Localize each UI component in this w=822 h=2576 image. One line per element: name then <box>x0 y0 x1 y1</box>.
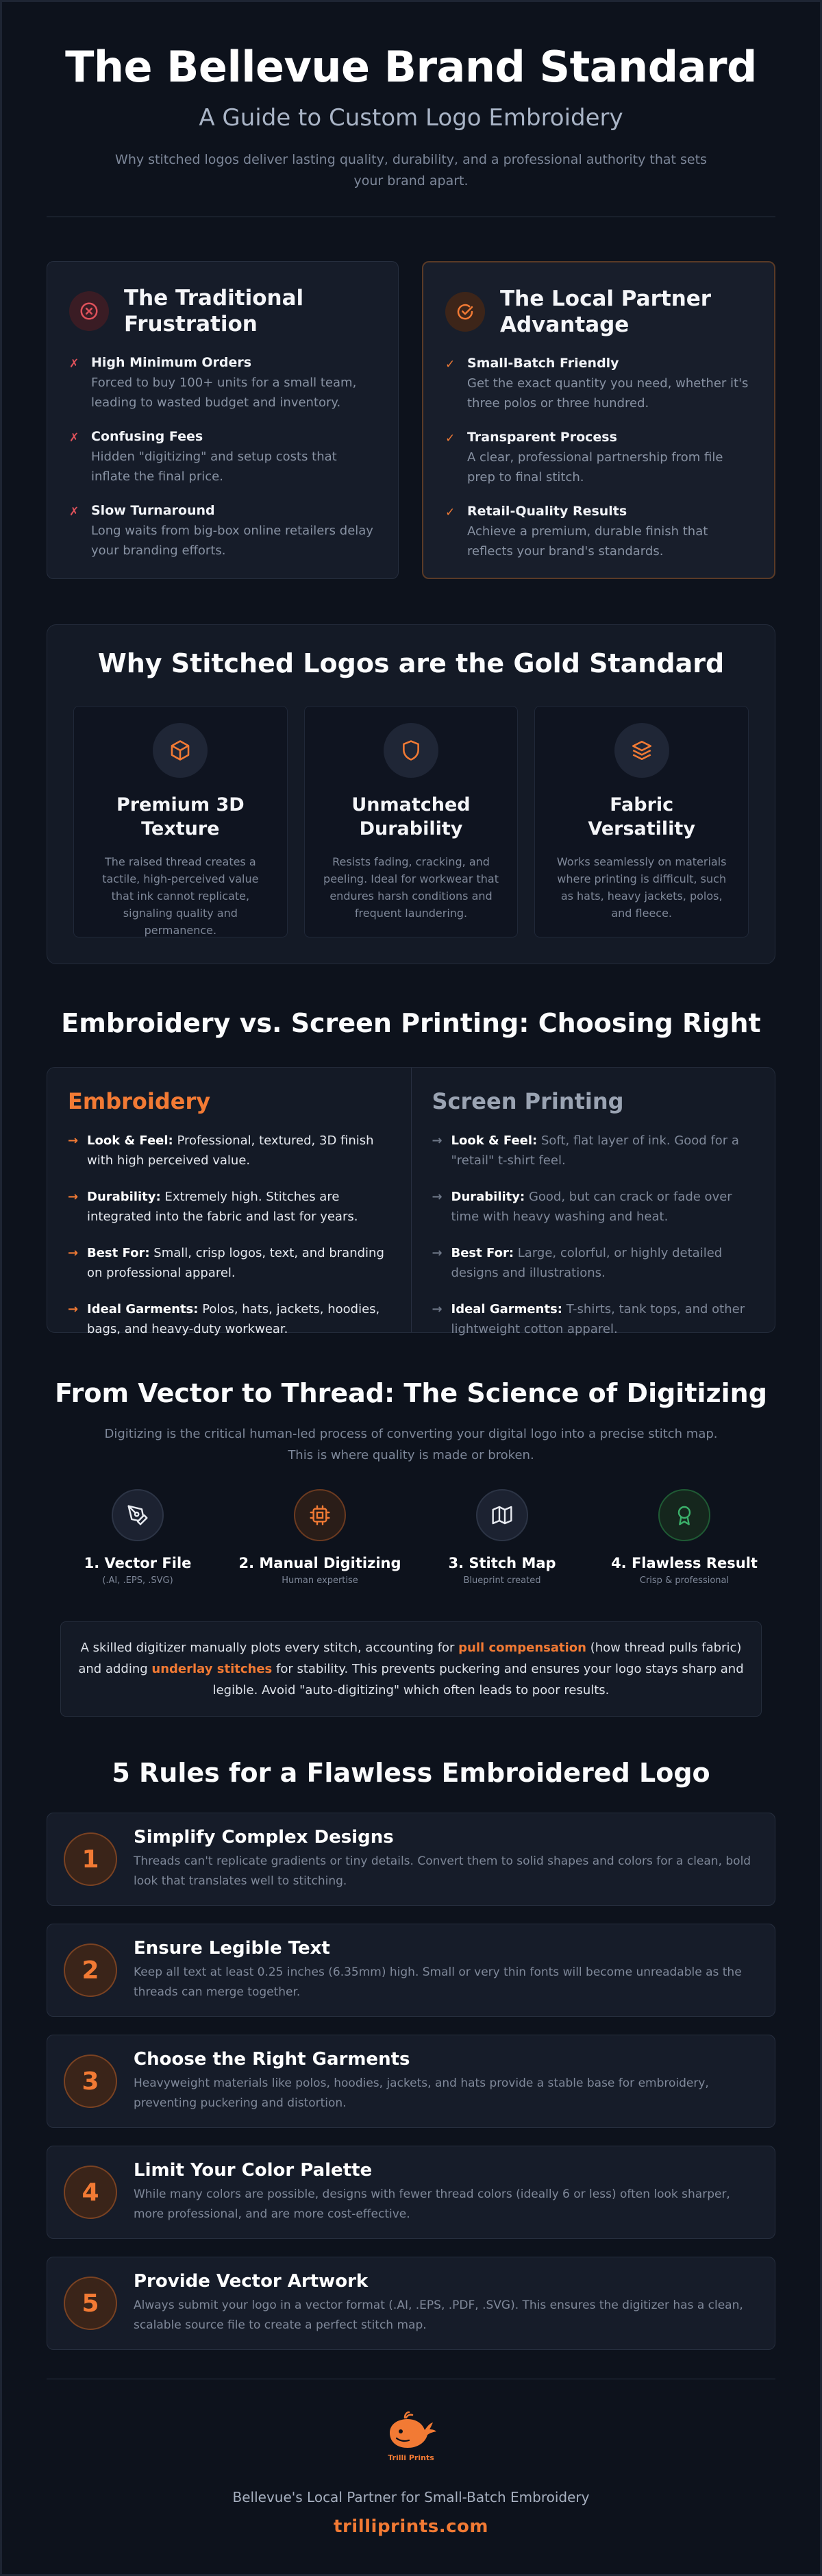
step-title: 1. Vector File <box>84 1555 192 1571</box>
shield-icon <box>384 723 438 778</box>
item-label: Best For: <box>451 1246 514 1260</box>
arrow-right-icon: → <box>432 1133 443 1148</box>
step-sub: Blueprint created <box>463 1575 541 1586</box>
item-text: Good, but can crack or fade over time with heavy washing and heat. <box>451 1190 732 1224</box>
feature-title: Unmatched Durability <box>351 794 471 839</box>
frustration-item <box>69 355 376 413</box>
frustration-item-title: Confusing Fees <box>91 429 203 444</box>
rule-title: Choose the Right Garments <box>134 2049 410 2070</box>
frustration-card <box>47 261 399 579</box>
frustration-item-desc: Hidden "digitizing" and setup costs that inflate the final price. <box>91 450 337 484</box>
frustration-card-header <box>69 285 376 337</box>
embroidery-item <box>68 1131 390 1170</box>
item-label: Ideal Garments: <box>451 1302 562 1316</box>
advantage-title: The Local Partner Advantage <box>500 286 712 337</box>
check-mark-icon: ✓ <box>445 506 456 519</box>
item-label: Durability: <box>451 1190 525 1204</box>
award-icon <box>658 1489 710 1541</box>
check-mark-icon: ✓ <box>445 358 456 371</box>
map-icon <box>476 1489 528 1541</box>
advantage-item-title: Small-Batch Friendly <box>467 356 619 371</box>
note-text: for stability. This prevents puckering and ensures your logo stays sharp and legible. Avoid "auto-digitizing" which often leads to poor results. <box>212 1662 744 1697</box>
embroidery-heading: Embroidery <box>68 1088 211 1114</box>
x-mark-icon: ✗ <box>69 505 79 519</box>
why-title: Why Stitched Logos are the Gold Standard <box>97 648 725 678</box>
feature-desc: Works seamlessly on materials where printing is difficult, such as hats, heavy jackets, polos, and fleece. <box>556 855 727 920</box>
frustration-item-title: Slow Turnaround <box>91 503 215 518</box>
digitizing-subtitle-line: Digitizing is the critical human-led process of converting your digital logo into a precise stitch map. <box>104 1427 718 1441</box>
advantage-item <box>445 356 752 413</box>
advantage-item-title: Transparent Process <box>467 430 617 445</box>
rules-title: 5 Rules for a Flawless Embroidered Logo <box>112 1758 710 1788</box>
screen-item <box>432 1243 755 1283</box>
advantage-item-desc: Achieve a premium, durable finish that reflects your brand's standards. <box>467 524 708 559</box>
arrow-right-icon: → <box>68 1246 79 1260</box>
embroidery-item <box>68 1299 390 1339</box>
feature-card <box>304 706 519 937</box>
frustration-item-title: High Minimum Orders <box>91 355 252 370</box>
arrow-right-icon: → <box>432 1302 443 1316</box>
advantage-card-header <box>445 286 752 338</box>
rule-title: Ensure Legible Text <box>134 1938 330 1959</box>
frustration-item-desc: Long waits from big-box online retailers delay your branding efforts. <box>91 524 373 558</box>
step-sub: (.AI, .EPS, .SVG) <box>102 1575 173 1586</box>
feature-card <box>73 706 288 937</box>
note-highlight: underlay stitches <box>151 1662 273 1676</box>
item-text: Soft, flat layer of ink. Good for a "retail" t-shirt feel. <box>451 1133 739 1168</box>
cpu-chip-icon <box>294 1489 346 1541</box>
rule-desc: Threads can't replicate gradients or tiny details. Convert them to solid shapes and colors for a clean, bold look that translates well to stitching. <box>134 1854 751 1888</box>
rule-card <box>47 1924 775 2017</box>
item-label: Look & Feel: <box>87 1133 173 1148</box>
item-text: Professional, textured, 3D finish with high perceived value. <box>87 1133 374 1168</box>
note-text: (how thread pulls fabric) and adding <box>78 1641 742 1676</box>
screen-item <box>432 1131 755 1170</box>
check-mark-icon: ✓ <box>445 432 456 445</box>
x-circle-icon <box>69 291 109 331</box>
step-title: 4. Flawless Result <box>611 1555 758 1571</box>
rule-card <box>47 1813 775 1906</box>
advantage-card <box>422 261 775 579</box>
logo-wordmark: Trilli Prints <box>388 2453 434 2462</box>
digitizing-note <box>60 1621 762 1717</box>
rule-title: Limit Your Color Palette <box>134 2160 373 2181</box>
whale-logo <box>380 2409 442 2464</box>
digitizing-subtitle-line: This is where quality is made or broken. <box>288 1448 534 1462</box>
item-label: Durability: <box>87 1190 161 1204</box>
item-text: Small, crisp logos, text, and branding on professional apparel. <box>87 1246 384 1280</box>
arrow-right-icon: → <box>432 1190 443 1204</box>
item-label: Look & Feel: <box>451 1133 538 1148</box>
step-stitch-map <box>411 1489 593 1586</box>
rule-number: 4 <box>64 2166 117 2219</box>
note-highlight: pull compensation <box>458 1641 586 1655</box>
item-text: T-shirts, tank tops, and other lightweight cotton apparel. <box>451 1302 745 1336</box>
step-flawless-result <box>593 1489 775 1586</box>
arrow-right-icon: → <box>68 1302 79 1316</box>
versus-table <box>47 1067 775 1336</box>
rule-card <box>47 2035 775 2128</box>
advantage-item <box>445 504 752 561</box>
cube-icon <box>153 723 208 778</box>
feature-title: Fabric Versatility <box>588 794 695 839</box>
header <box>47 2 775 192</box>
digitizing-steps <box>47 1489 775 1586</box>
step-title: 3. Stitch Map <box>448 1555 556 1571</box>
embroidery-column <box>47 1068 411 1336</box>
step-title: 2. Manual Digitizing <box>238 1555 401 1571</box>
item-label: Ideal Garments: <box>87 1302 199 1316</box>
embroidery-item <box>68 1187 390 1227</box>
rule-card <box>47 2257 775 2350</box>
screen-printing-column <box>411 1068 775 1336</box>
advantage-item-desc: A clear, professional partnership from file prep to final stitch. <box>467 450 723 484</box>
rule-number: 1 <box>64 1832 117 1886</box>
step-sub: Human expertise <box>282 1575 358 1586</box>
check-circle-icon <box>445 292 485 332</box>
versus-title: Embroidery vs. Screen Printing: Choosing Right <box>61 1008 761 1038</box>
website-link[interactable]: trilliprints.com <box>334 2516 488 2537</box>
digitizing-title: From Vector to Thread: The Science of Digitizing <box>55 1378 767 1408</box>
rule-desc: Heavyweight materials like polos, hoodies, jackets, and hats provide a stable base for embroidery, preventing puckering and distortion. <box>134 2076 709 2110</box>
arrow-right-icon: → <box>432 1246 443 1260</box>
why-stitched-section <box>47 624 775 964</box>
screen-item <box>432 1187 755 1227</box>
arrow-right-icon: → <box>68 1133 79 1148</box>
feature-title: Premium 3D Texture <box>116 794 245 839</box>
page-intro: Why stitched logos deliver lasting quality, durability, and a professional authority that sets your brand apart. <box>115 152 707 188</box>
pen-tool-icon <box>112 1489 164 1541</box>
content-wrapper <box>47 2 775 2537</box>
arrow-right-icon: → <box>68 1190 79 1204</box>
frustration-item <box>69 503 376 561</box>
rule-card <box>47 2146 775 2239</box>
rule-number: 2 <box>64 1943 117 1997</box>
feature-card <box>534 706 749 937</box>
item-text: Polos, hats, jackets, hoodies, bags, and heavy-duty workwear. <box>87 1302 380 1336</box>
item-label: Best For: <box>87 1246 150 1260</box>
page-title: The Bellevue Brand Standard <box>65 42 757 92</box>
advantage-item-title: Retail-Quality Results <box>467 504 627 519</box>
x-mark-icon: ✗ <box>69 431 79 445</box>
comparison-section <box>47 261 775 579</box>
feature-desc: The raised thread creates a tactile, high-perceived value that ink cannot replicate, signaling quality and permanence. <box>102 855 259 937</box>
advantage-item-desc: Get the exact quantity you need, whether it's three polos or three hundred. <box>467 376 749 410</box>
rule-title: Provide Vector Artwork <box>134 2271 369 2292</box>
frustration-item-desc: Forced to buy 100+ units for a small team, leading to wasted budget and inventory. <box>91 376 357 410</box>
rule-desc: Keep all text at least 0.25 inches (6.35mm) high. Small or very thin fonts will become unreadable as the threads can merge together. <box>134 1965 742 1999</box>
item-text: Large, colorful, or highly detailed designs and illustrations. <box>451 1246 723 1280</box>
footer <box>47 2379 775 2537</box>
feature-row <box>73 706 749 937</box>
layers-icon <box>614 723 669 778</box>
step-vector-file <box>47 1489 229 1586</box>
step-manual-digitizing <box>229 1489 411 1586</box>
note-text: A skilled digitizer manually plots every stitch, accounting for <box>80 1641 459 1655</box>
frustration-item <box>69 429 376 487</box>
feature-desc: Resists fading, cracking, and peeling. Ideal for workwear that endures harsh conditions and frequent laundering. <box>323 855 499 920</box>
rule-desc: While many colors are possible, designs with fewer thread colors (ideally 6 or less) often look sharper, more professional, and are more cost-effective. <box>134 2187 730 2221</box>
advantage-item <box>445 430 752 487</box>
frustration-title: The Traditional Frustration <box>124 286 304 336</box>
digitizing-subtitle <box>47 1423 775 1466</box>
footer-tagline: Bellevue's Local Partner for Small-Batch Embroidery <box>232 2489 590 2505</box>
embroidery-item <box>68 1243 390 1283</box>
screen-item <box>432 1299 755 1339</box>
rules-list <box>47 1813 775 2350</box>
screen-printing-heading: Screen Printing <box>432 1088 624 1114</box>
rule-number: 5 <box>64 2277 117 2330</box>
step-sub: Crisp & professional <box>639 1575 730 1586</box>
rule-number: 3 <box>64 2054 117 2108</box>
x-mark-icon: ✗ <box>69 357 79 371</box>
page-subtitle: A Guide to Custom Logo Embroidery <box>199 104 623 132</box>
item-text: Extremely high. Stitches are integrated into the fabric and last for years. <box>87 1190 358 1224</box>
rule-desc: Always submit your logo in a vector format (.AI, .EPS, .PDF, .SVG). This ensures the digitizer has a clean, scalable source file to create a perfect stitch map. <box>134 2298 743 2332</box>
rule-title: Simplify Complex Designs <box>134 1827 394 1848</box>
